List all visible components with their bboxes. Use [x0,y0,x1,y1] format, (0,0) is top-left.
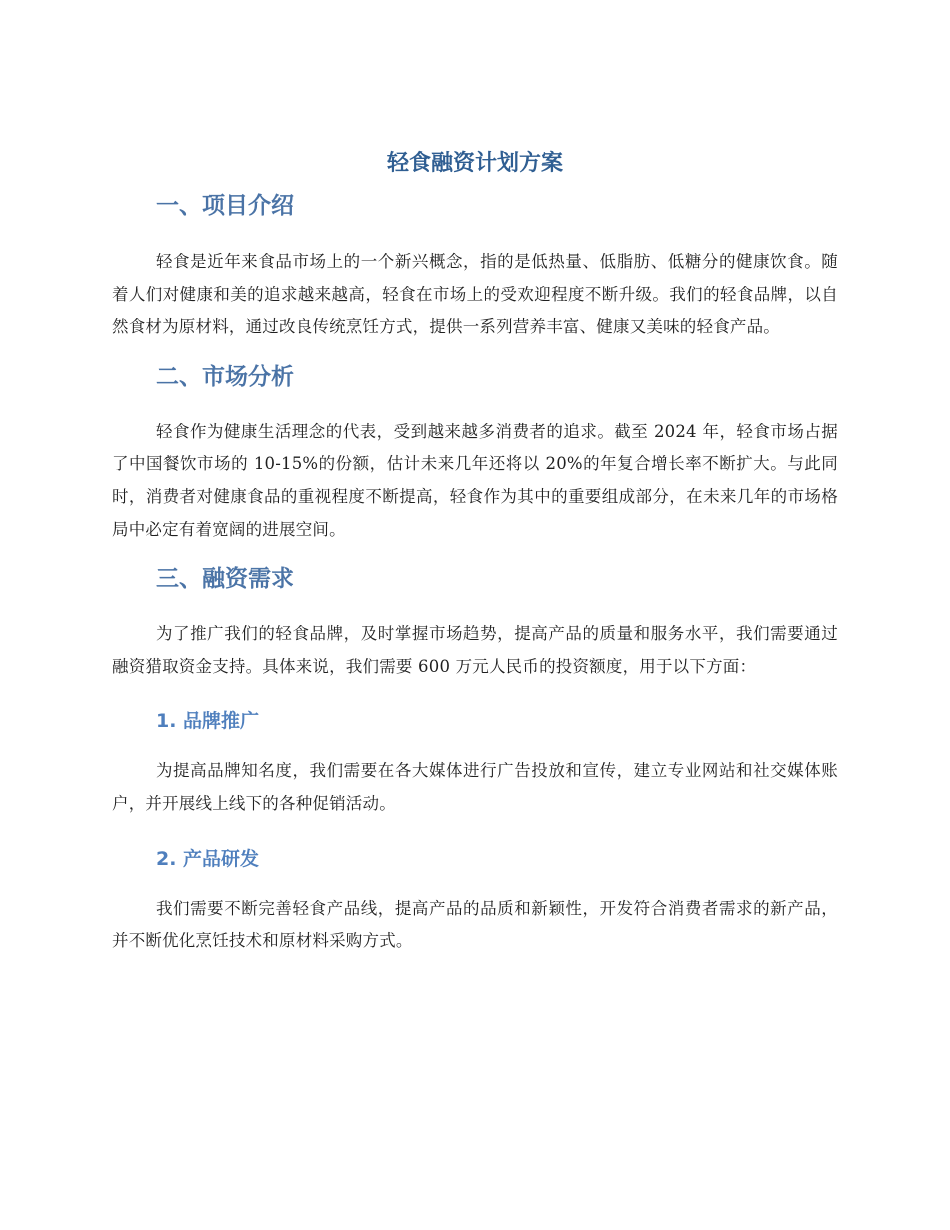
paragraph-product-development: 我们需要不断完善轻食产品线，提高产品的品质和新颖性，开发符合消费者需求的新产品，并不断优化烹饪技术和原材料采购方式。 [112,898,838,951]
paragraph-financing-needs: 为了推广我们的轻食品牌，及时掌握市场趋势，提高产品的质量和服务水平，我们需要通过融资猎取资金支持。具体来说，我们需要 600 万元人民币的投资额度，用于以下方面： [112,624,838,676]
section-heading-market-analysis: 二、市场分析 [156,363,294,390]
document-title: 轻食融资计划方案 [386,151,563,176]
subsection-heading-brand-promotion: 1. 品牌推广 [156,710,260,733]
section-heading-financing-needs: 三、融资需求 [156,566,294,593]
paragraph-brand-promotion: 为提高品牌知名度，我们需要在各大媒体进行广告投放和宣传，建立专业网站和社交媒体账户，并开展线上线下的各种促销活动。 [112,761,838,813]
paragraph-project-intro: 轻食是近年来食品市场上的一个新兴概念，指的是低热量、低脂肪、低糖分的健康饮食。随着人们对健康和美的追求越来越高，轻食在市场上的受欢迎程度不断升级。我们的轻食品牌，以自然食材为原材料，通过改良传统烹饪方式，提供一系列营养丰富、健康又美味的轻食产品。 [112,252,838,337]
paragraph-market-analysis: 轻食作为健康生活理念的代表，受到越来越多消费者的追求。截至 2024 年，轻食市场占据了中国餐饮市场的 10-15%的份额，估计未来几年还将以 20%的年复合增长率不断扩大。与此同时，消费者对健康食品的重视程度不断提高，轻食作为其中的重要组成部分，在未来几年的市场格局中必定有着宽阔的进展空间。 [112,421,838,539]
subsection-heading-product-development: 2. 产品研发 [156,847,260,870]
document-page [112,138,838,958]
section-heading-project-intro: 一、项目介绍 [156,193,294,219]
